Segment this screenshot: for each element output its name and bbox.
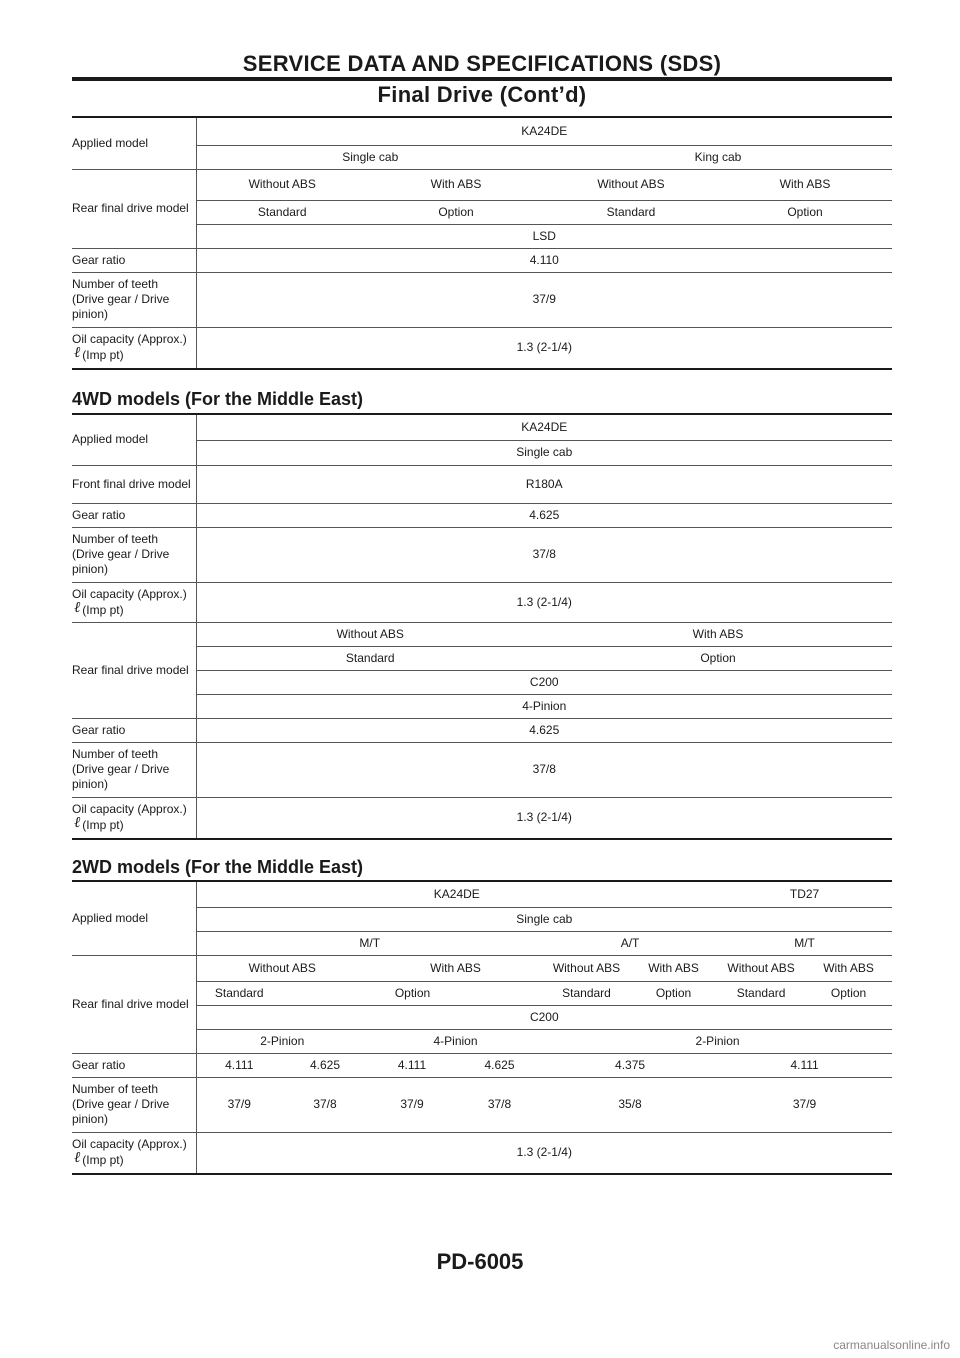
applied-model-label: Applied model	[72, 414, 196, 465]
engine-cell: TD27	[717, 881, 892, 907]
liter-icon: ℓ	[74, 597, 81, 616]
teeth-value: 37/8	[196, 742, 892, 797]
section-title-2wd: 2WD models (For the Middle East)	[72, 857, 364, 877]
oil-capacity-label: Oil capacity (Approx.)ℓ (Imp pt)	[72, 582, 196, 622]
transmission-cell: M/T	[717, 931, 892, 955]
std-cell: Option	[282, 981, 543, 1005]
page-title: SERVICE DATA AND SPECIFICATIONS (SDS)	[242, 51, 722, 76]
table-row	[72, 1132, 892, 1174]
table-row	[72, 1077, 892, 1132]
table-row	[72, 414, 892, 440]
std-cell: Standard	[196, 200, 368, 224]
std-cell: Option	[544, 646, 892, 670]
abs-cell: Without ABS	[196, 169, 368, 200]
std-cell: Standard	[196, 646, 544, 670]
abs-cell: Without ABS	[196, 622, 544, 646]
pinion-value: 4-Pinion	[196, 694, 892, 718]
transmission-cell: A/T	[543, 931, 717, 955]
teeth-value: 37/9	[196, 272, 892, 327]
abs-cell: With ABS	[368, 169, 544, 200]
teeth-label: Number of teeth (Drive gear / Drive pinion)	[72, 272, 196, 327]
gear-ratio-value: 4.625	[282, 1053, 368, 1077]
rear-final-drive-label: Rear final drive model	[72, 955, 196, 1053]
diff-cell: LSD	[196, 224, 892, 248]
applied-model-label: Applied model	[72, 881, 196, 955]
page-subtitle: Final Drive (Cont’d)	[377, 82, 587, 107]
cab-cell: Single cab	[196, 145, 544, 169]
std-cell: Standard	[543, 981, 630, 1005]
abs-cell: Without ABS	[544, 169, 718, 200]
liter-icon: ℓ	[74, 813, 81, 832]
gear-ratio-value: 4.625	[456, 1053, 543, 1077]
table-row	[72, 622, 892, 646]
abs-cell: With ABS	[544, 622, 892, 646]
table-row	[72, 527, 892, 582]
teeth-value: 37/9	[368, 1077, 456, 1132]
abs-cell: With ABS	[368, 955, 543, 981]
rear-final-drive-label: Rear final drive model	[72, 622, 196, 718]
table-row	[72, 797, 892, 839]
table-row	[72, 465, 892, 503]
oil-capacity-label: Oil capacity (Approx.)ℓ (Imp pt)	[72, 327, 196, 369]
teeth-value: 37/9	[196, 1077, 282, 1132]
gear-ratio-value: 4.111	[717, 1053, 892, 1077]
teeth-value: 37/9	[717, 1077, 892, 1132]
teeth-label: Number of teeth (Drive gear / Drive pinion)	[72, 527, 196, 582]
teeth-value: 37/8	[456, 1077, 543, 1132]
std-cell: Option	[718, 200, 892, 224]
gear-ratio-value: 4.625	[196, 718, 892, 742]
section-title-4wd: 4WD models (For the Middle East)	[72, 389, 364, 409]
table-2wd-middle-east	[72, 880, 892, 1175]
front-final-drive-label: Front final drive model	[72, 465, 196, 503]
abs-cell: Without ABS	[543, 955, 630, 981]
gear-ratio-label: Gear ratio	[72, 1053, 196, 1077]
table-row	[72, 272, 892, 327]
abs-cell: With ABS	[805, 955, 892, 981]
gear-ratio-value: 4.375	[543, 1053, 717, 1077]
gear-ratio-label: Gear ratio	[72, 248, 196, 272]
table-row	[72, 248, 892, 272]
table-row	[72, 169, 892, 200]
teeth-value: 37/8	[282, 1077, 368, 1132]
std-cell: Option	[630, 981, 717, 1005]
table-row	[72, 742, 892, 797]
cab-cell: King cab	[544, 145, 892, 169]
page-number: PD-6005	[436, 1249, 524, 1274]
std-cell: Option	[805, 981, 892, 1005]
std-cell: Option	[368, 200, 544, 224]
model-value: C200	[196, 1005, 892, 1029]
transmission-cell: M/T	[196, 931, 543, 955]
cab-cell: Single cab	[196, 440, 892, 465]
std-cell: Standard	[544, 200, 718, 224]
applied-model-label: Applied model	[72, 117, 196, 169]
table-row	[72, 1053, 892, 1077]
oil-capacity-value: 1.3 (2-1/4)	[196, 1132, 892, 1174]
gear-ratio-value: 4.110	[196, 248, 892, 272]
table-row	[72, 503, 892, 527]
gear-ratio-label: Gear ratio	[72, 503, 196, 527]
engine-cell: KA24DE	[196, 414, 892, 440]
std-cell: Standard	[717, 981, 805, 1005]
pinion-cell: 4-Pinion	[368, 1029, 543, 1053]
watermark: carmanualsonline.info	[833, 1338, 950, 1352]
pinion-cell: 2-Pinion	[196, 1029, 368, 1053]
front-model-value: R180A	[196, 465, 892, 503]
teeth-label: Number of teeth (Drive gear / Drive pinion)	[72, 1077, 196, 1132]
gear-ratio-value: 4.111	[368, 1053, 456, 1077]
page-header	[72, 46, 892, 108]
table-row	[72, 327, 892, 369]
oil-capacity-value: 1.3 (2-1/4)	[196, 797, 892, 839]
gear-ratio-value: 4.111	[196, 1053, 282, 1077]
cab-cell: Single cab	[196, 907, 892, 931]
table-row	[72, 117, 892, 145]
table-4wd-middle-east	[72, 413, 892, 840]
teeth-value: 35/8	[543, 1077, 717, 1132]
engine-cell: KA24DE	[196, 881, 717, 907]
liter-icon: ℓ	[74, 1148, 81, 1167]
rear-final-drive-label: Rear final drive model	[72, 169, 196, 248]
rear-model-value: C200	[196, 670, 892, 694]
engine-cell: KA24DE	[196, 117, 892, 145]
pinion-cell: 2-Pinion	[543, 1029, 892, 1053]
std-cell: Standard	[196, 981, 282, 1005]
abs-cell: Without ABS	[196, 955, 368, 981]
table-row	[72, 955, 892, 981]
oil-capacity-value: 1.3 (2-1/4)	[196, 582, 892, 622]
abs-cell: With ABS	[630, 955, 717, 981]
teeth-value: 37/8	[196, 527, 892, 582]
abs-cell: With ABS	[718, 169, 892, 200]
teeth-label: Number of teeth (Drive gear / Drive pinion)	[72, 742, 196, 797]
table-row	[72, 881, 892, 907]
gear-ratio-value: 4.625	[196, 503, 892, 527]
liter-icon: ℓ	[74, 343, 81, 362]
table-final-drive-cont	[72, 116, 892, 370]
table-row	[72, 718, 892, 742]
oil-capacity-value: 1.3 (2-1/4)	[196, 327, 892, 369]
gear-ratio-label: Gear ratio	[72, 718, 196, 742]
oil-capacity-label: Oil capacity (Approx.)ℓ (Imp pt)	[72, 1132, 196, 1174]
abs-cell: Without ABS	[717, 955, 805, 981]
oil-capacity-label: Oil capacity (Approx.)ℓ (Imp pt)	[72, 797, 196, 839]
table-row	[72, 582, 892, 622]
